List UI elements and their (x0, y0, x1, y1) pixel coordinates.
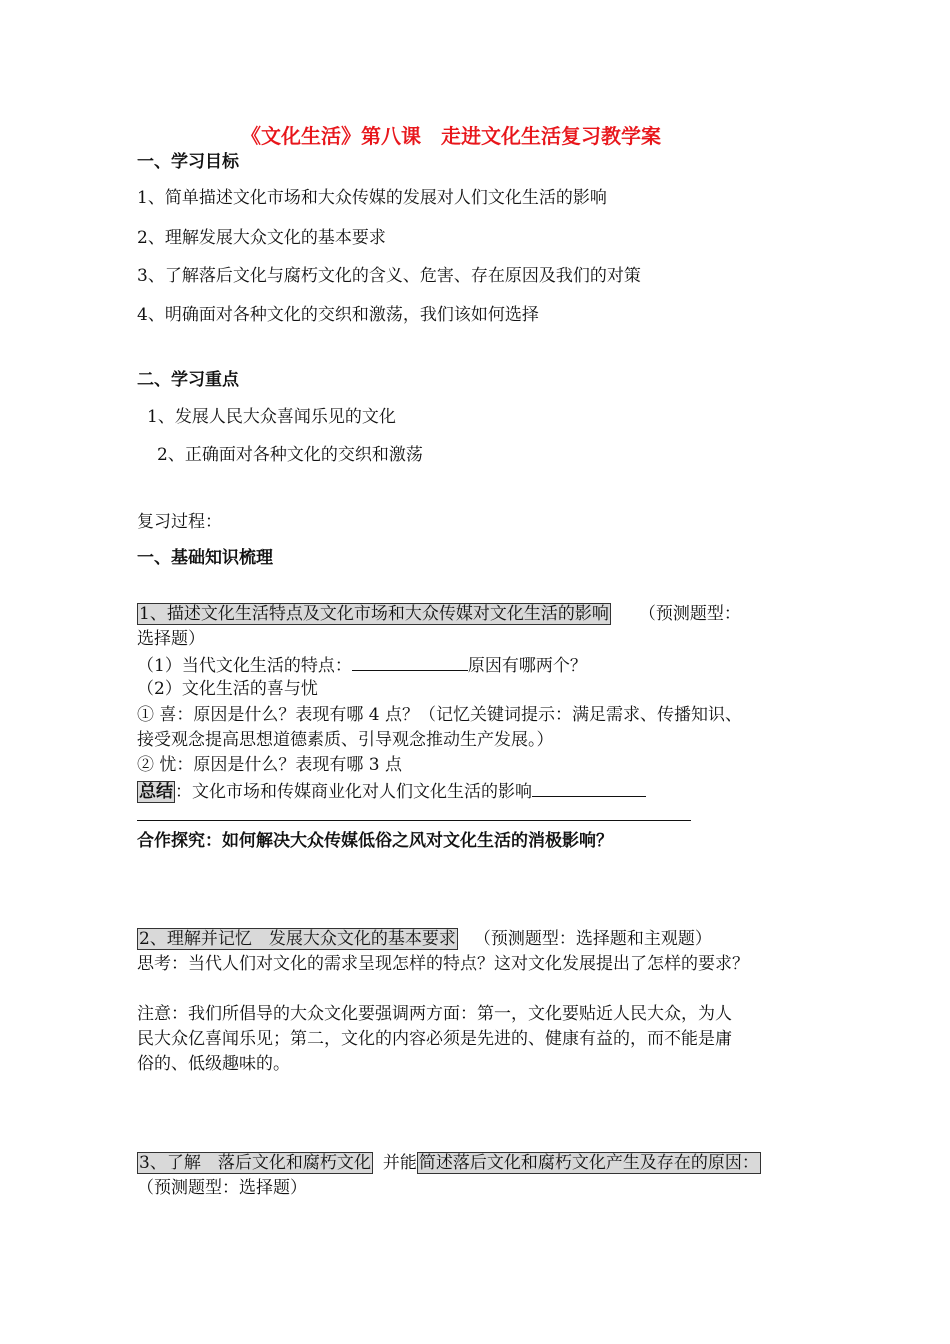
k1-summary (137, 778, 646, 804)
k1-q1-label: （1）当代文化生活的特点： (137, 656, 352, 676)
summary-label: 总结 (139, 782, 173, 802)
k1-q1-tail: 原因有哪两个？ (467, 656, 587, 676)
doc-title: 《文化生活》第八课 走进文化生活复习教学案 (241, 124, 661, 148)
k2-note-line3: 俗的、低级趣味的。 (137, 1054, 290, 1074)
k1-hint: （预测题型： (638, 604, 741, 624)
k2-note-line1: 注意：我们所倡导的大众文化要强调两方面：第一，文化要贴近人民大众，为人 (137, 1004, 732, 1024)
answer-line (137, 820, 691, 821)
section-heading-goals: 一、学习目标 (137, 152, 239, 172)
k1-q2: （2）文化生活的喜与忧 (137, 679, 318, 699)
k1-hint-cont: 选择题） (137, 629, 205, 649)
k3-boxed-reason (417, 1152, 761, 1174)
summary-text: ：文化市场和传媒商业化对人们文化生活的影响 (175, 782, 532, 802)
section-heading-focus: 二、学习重点 (137, 370, 239, 390)
k3-boxed-reason-text: 简述落后文化和腐朽文化产生及存在的原因 (418, 1153, 742, 1173)
section-heading-base: 一、基础知识梳理 (137, 548, 273, 568)
k1-worry: ② 忧：原因是什么？表现有哪 3 点 (137, 755, 403, 775)
answer-blank (352, 652, 468, 671)
k2-think: 思考：当代人们对文化的需求呈现怎样的特点？这对文化发展提出了怎样的要求？ (137, 954, 749, 974)
k3-boxed-title: 3、了解 落后文化和腐朽文化 (139, 1153, 371, 1173)
k1-line (137, 602, 741, 626)
goal-item: 4、明确面对各种文化的交织和激荡，我们该如何选择 (137, 305, 539, 325)
k2-note-line2: 民大众亿喜闻乐见；第二，文化的内容必须是先进的、健康有益的，而不能是庸 (137, 1029, 732, 1049)
k3-line (137, 1151, 761, 1175)
process-label: 复习过程： (137, 512, 222, 532)
k1-joy-line2: 接受观念提高思想道德素质、引导观念推动生产发展。） (137, 730, 554, 750)
k1-q1 (137, 652, 587, 678)
goal-item: 2、理解发展大众文化的基本要求 (137, 228, 386, 248)
k2-hint: （预测题型：选择题和主观题） (473, 929, 712, 949)
focus-item: 1、发展人民大众喜闻乐见的文化 (147, 407, 396, 427)
k3-boxed-reason-tail: ： (741, 1153, 759, 1173)
focus-item: 2、正确面对各种文化的交织和激荡 (157, 445, 423, 465)
answer-blank (532, 778, 646, 797)
k3-hint: （预测题型：选择题） (137, 1178, 307, 1198)
goal-item: 1、简单描述文化市场和大众传媒的发展对人们文化生活的影响 (137, 188, 607, 208)
goal-item: 3、了解落后文化与腐朽文化的含义、危害、存在原因及我们的对策 (137, 266, 641, 286)
k1-explore: 合作探究：如何解决大众传媒低俗之风对文化生活的消极影响？ (137, 831, 613, 851)
k3-mid: 并能 (382, 1153, 417, 1173)
k2-boxed-title: 2、理解并记忆 发展大众文化的基本要求 (139, 929, 456, 949)
k1-joy-line1: ① 喜：原因是什么？表现有哪 4 点？（记忆关键词提示：满足需求、传播知识、 (137, 705, 743, 725)
k1-boxed-title: 1、描述文化生活特点及文化市场和大众传媒对文化生活的影响 (139, 604, 609, 624)
k2-line (137, 927, 712, 951)
